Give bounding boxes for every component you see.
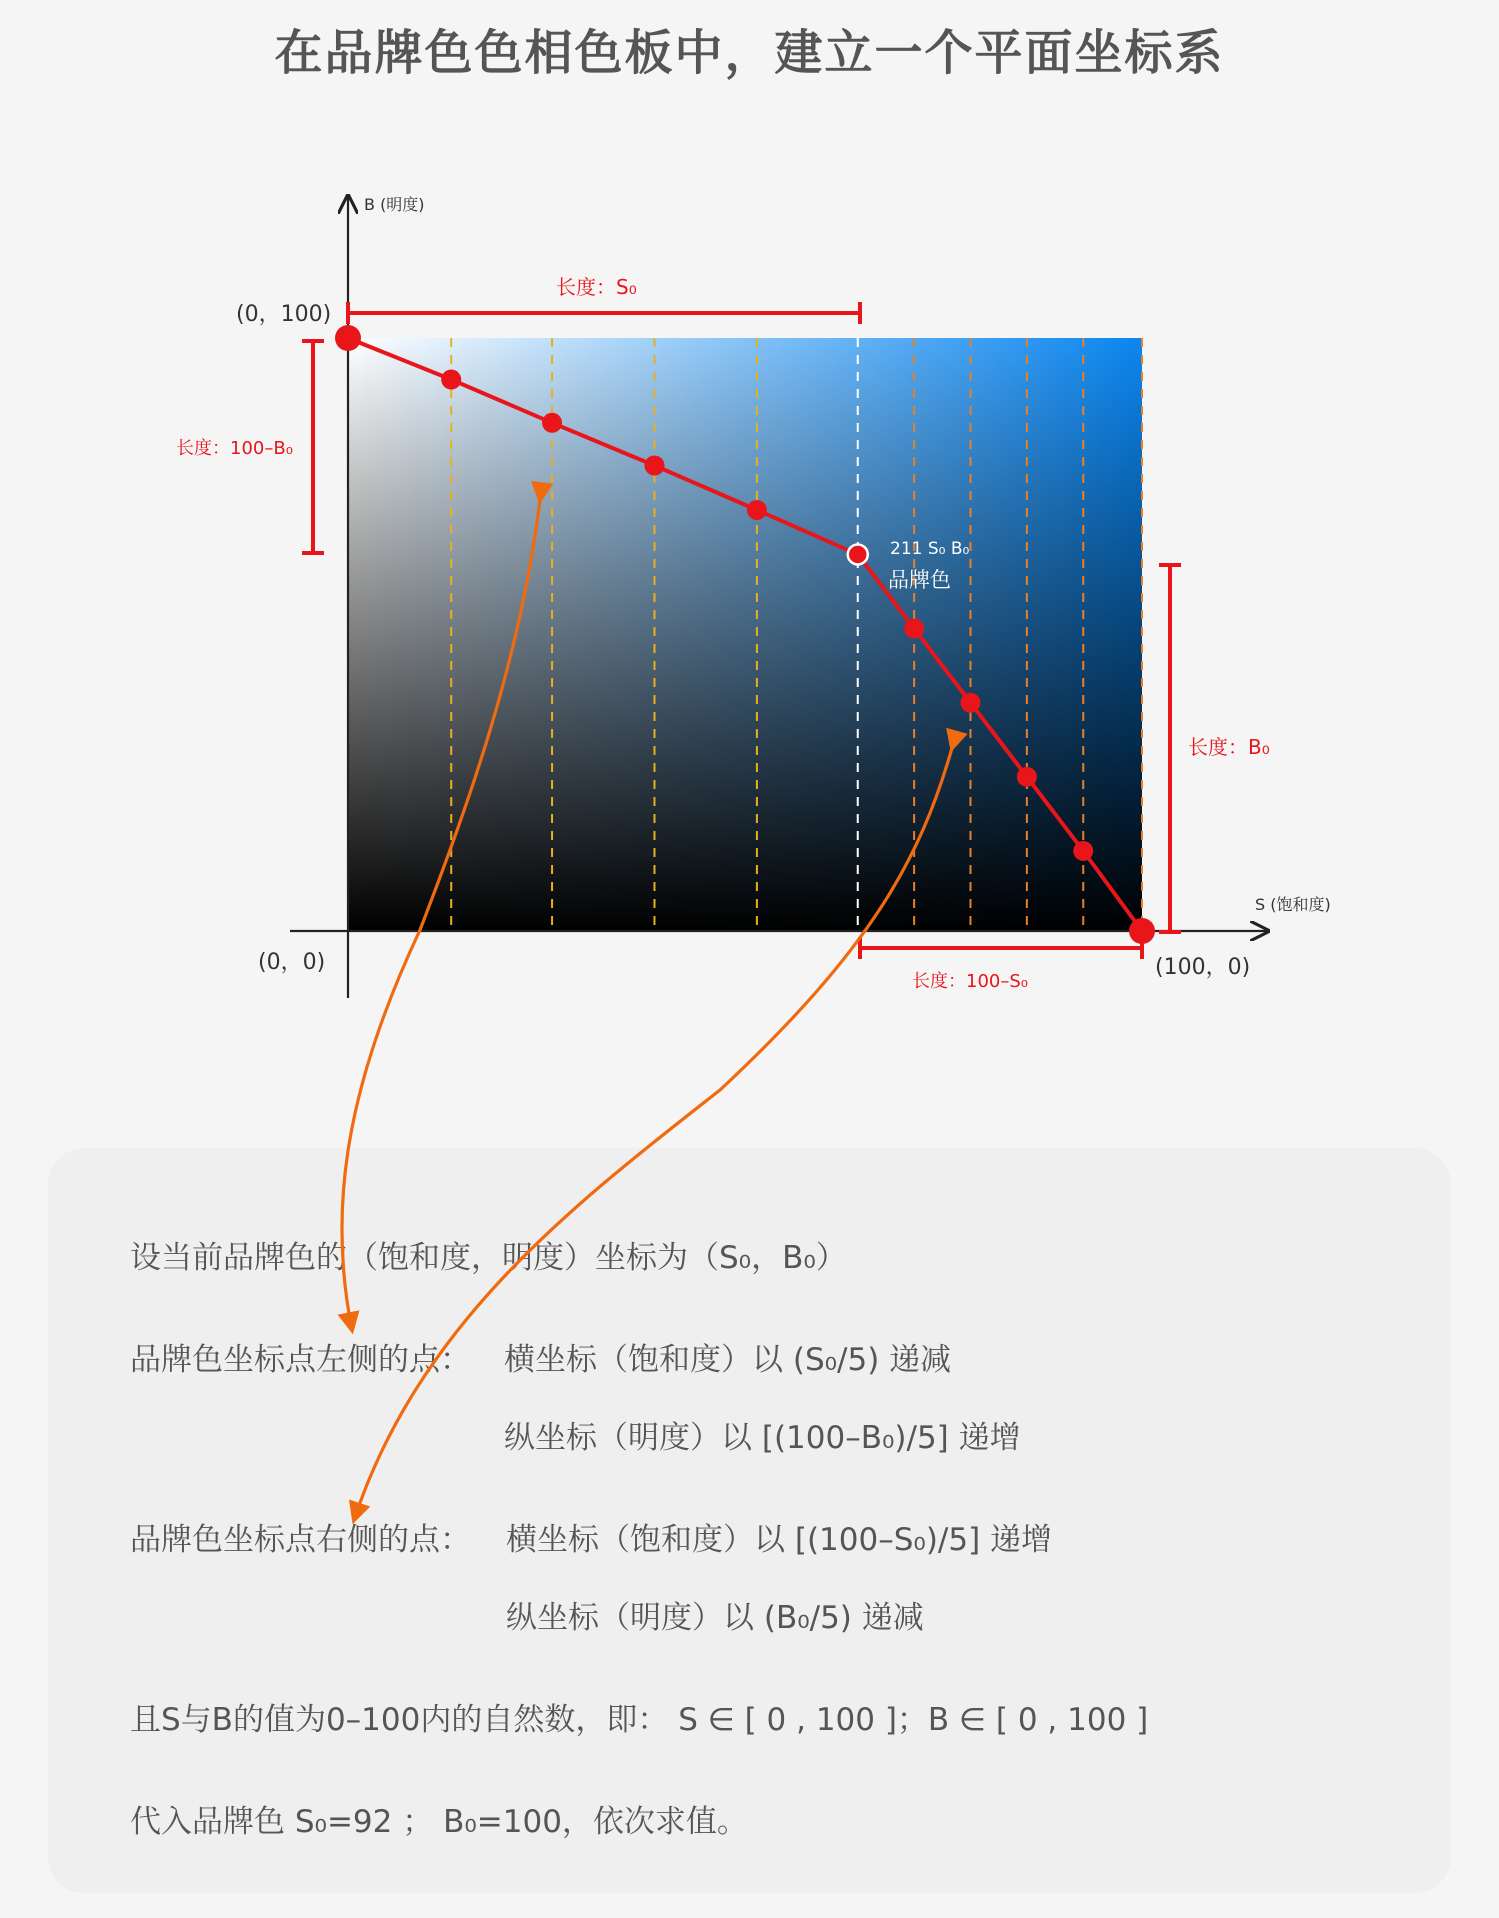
left-points-rule-b: 纵坐标（明度）以 [(100–B₀)/5] 递增 [504, 1420, 1021, 1456]
bottom-measure-label: 长度：100–S₀ [912, 971, 1028, 992]
left-measure-label: 长度：100–B₀ [176, 438, 293, 459]
brand-point-hsb-label: 211 S₀ B₀ [890, 539, 970, 559]
top-measure-label: 长度：S₀ [556, 275, 637, 299]
top-measure-bracket [348, 302, 860, 324]
left-measure-bracket [302, 341, 324, 553]
left-points-rule-s: 横坐标（饱和度）以 (S₀/5) 递减 [504, 1342, 952, 1378]
right-measure-bracket [1159, 565, 1181, 932]
brand-coordinate-definition: 设当前品牌色的（饱和度，明度）坐标为（S₀，B₀） [130, 1240, 847, 1276]
y-axis-label: B (明度) [364, 195, 425, 214]
formula-text-panel [48, 1148, 1451, 1893]
hue-color-panel [348, 338, 1142, 931]
data-point [904, 619, 924, 639]
value-range-line: 且S与B的值为0–100内的自然数，即： S ∈ [ 0 , 100 ]；B ∈ [ 0 , 100 ] [130, 1702, 1149, 1738]
data-point [644, 455, 664, 475]
brand-point-name-label: 品牌色 [888, 568, 951, 592]
data-point [1017, 767, 1037, 787]
substitute-values-line: 代入品牌色 S₀=92 ； B₀=100，依次求值。 [130, 1804, 748, 1840]
data-point [747, 500, 767, 520]
bottom-right-coordinate-label: (100，0) [1155, 955, 1251, 980]
x-axis-label: S (饱和度) [1255, 895, 1331, 914]
data-point [960, 693, 980, 713]
right-points-rule-b: 纵坐标（明度）以 (B₀/5) 递减 [506, 1600, 924, 1636]
endpoint-marker [1129, 918, 1155, 944]
data-point [1073, 841, 1093, 861]
right-points-label: 品牌色坐标点右侧的点： [130, 1522, 471, 1558]
data-point [441, 370, 461, 390]
page-title: 在品牌色色相色板中，建立一个平面坐标系 [274, 25, 1225, 81]
origin-label: (0，0) [258, 950, 326, 975]
brand-color-point [848, 544, 868, 564]
right-points-rule-s: 横坐标（饱和度）以 [(100–S₀)/5] 递增 [506, 1522, 1053, 1558]
bottom-measure-bracket [860, 937, 1142, 959]
right-measure-label: 长度：B₀ [1188, 735, 1270, 759]
data-point [542, 413, 562, 433]
left-points-label: 品牌色坐标点左侧的点： [130, 1342, 471, 1378]
top-left-coordinate-label: (0，100) [236, 302, 332, 327]
endpoint-marker [335, 325, 361, 351]
